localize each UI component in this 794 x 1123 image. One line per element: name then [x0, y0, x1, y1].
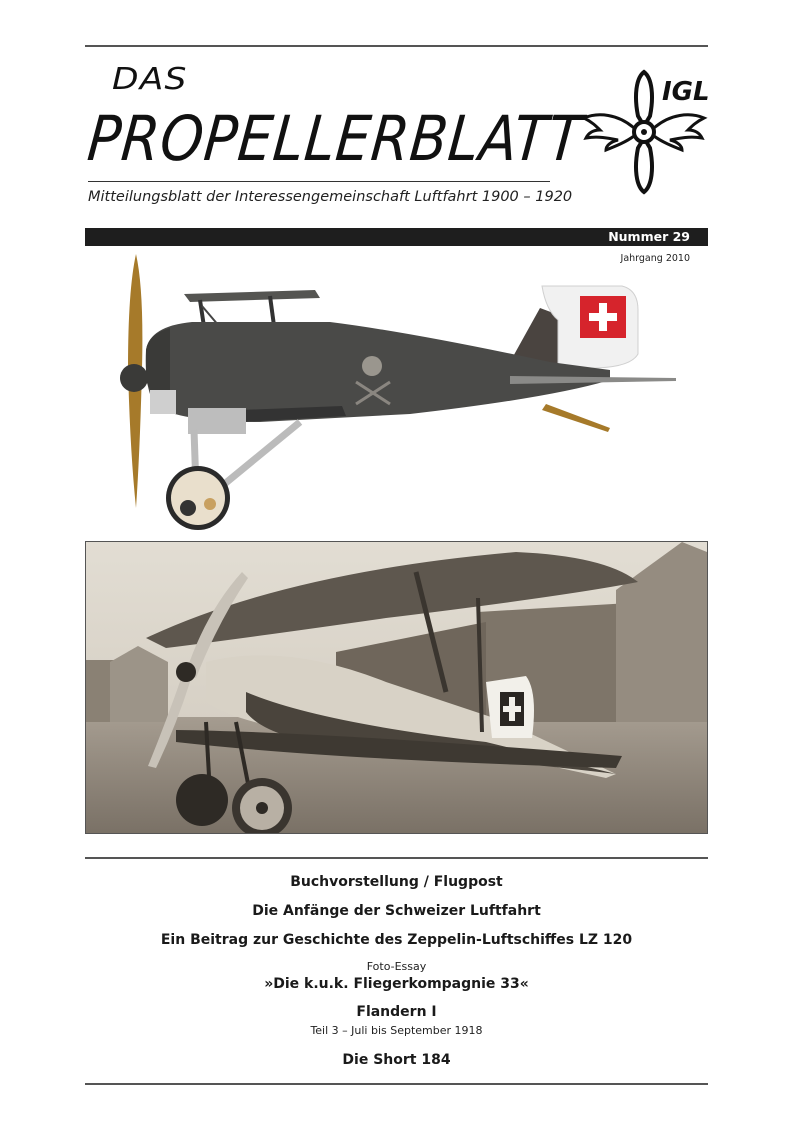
- top-rule: [85, 45, 708, 47]
- toc-item-fliegerkompagnie: »Die k.u.k. Fliegerkompagnie 33«: [264, 976, 529, 992]
- toc-item-schweizer-luftfahrt: Die Anfänge der Schweizer Luftfahrt: [252, 903, 541, 919]
- masthead-das: DAS: [112, 62, 188, 97]
- title-underline: [88, 181, 550, 182]
- toc-item-flandern: Flandern I: [356, 1004, 437, 1020]
- issue-year: Jahrgang 2010: [620, 253, 690, 264]
- toc-item-short-184: Die Short 184: [342, 1052, 451, 1068]
- issue-number: Nummer 29: [608, 229, 690, 244]
- masthead-title: PROPELLERBLATT: [84, 102, 586, 175]
- toc-sub-flandern: Teil 3 – Juli bis September 1918: [310, 1024, 483, 1037]
- toc-kicker-foto-essay: Foto-Essay: [366, 960, 427, 973]
- toc-item-zeppelin: Ein Beitrag zur Geschichte des Zeppelin-Luftschiffes LZ 120: [160, 932, 633, 948]
- issue-bar: [85, 228, 708, 246]
- logo-text: IGL: [662, 77, 710, 107]
- bottom-rule: [85, 1083, 708, 1085]
- table-of-contents: [85, 858, 708, 1083]
- winged-propeller-icon: [578, 66, 712, 198]
- aircraft-profile-illustration: [110, 250, 690, 535]
- historical-aircraft-photo: [85, 541, 708, 834]
- masthead-subtitle: Mitteilungsblatt der Interessengemeinschaft Luftfahrt 1900 – 1920: [88, 189, 573, 205]
- toc-item-buchvorstellung: Buchvorstellung / Flugpost: [290, 874, 503, 890]
